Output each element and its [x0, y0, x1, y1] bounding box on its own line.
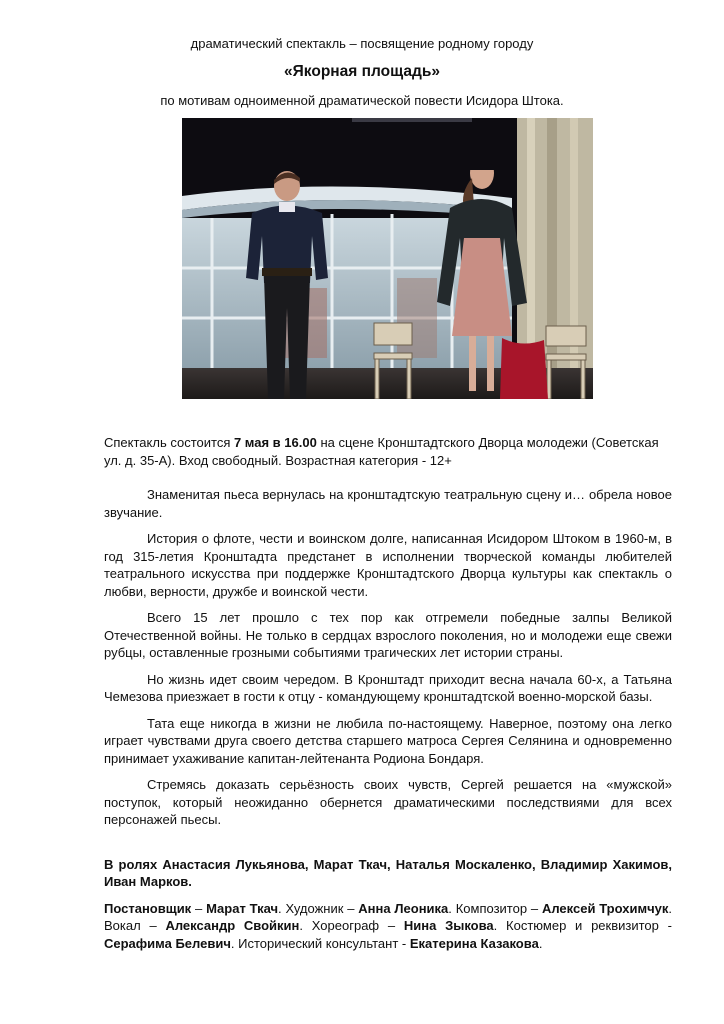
credit-director-label: Постановщик [104, 900, 192, 916]
credit-consult-label: Исторический консультант [238, 935, 399, 951]
announcement-paragraph [104, 434, 672, 469]
credit-vocal-name: Александр Свойкин [165, 918, 300, 933]
paragraph-2: История о флоте, чести и воинском долге, написанная Исидором Штоком в 1960-м, в год 315-летия Кронштадта предстанет в исполнении творческой команды любителей театрального искусства при поддержке Кронштадтского Дворца культуры как спектакль о любви, верности, дружбе и воинской чести. [104, 531, 672, 599]
paragraph-3: Всего 15 лет прошло с тех пор как отгремели победные залпы Великой Отечественной войны. Не только в сердцах взрослого поколения, но и молодежи еще свежи рубцы, оставленные грозными событиями трагических лет истории страны. [104, 610, 672, 660]
credit-artist-label: Художник [285, 900, 344, 916]
credit-composer-name: Алексей Трохимчук [541, 900, 669, 916]
article-body [104, 434, 672, 961]
paragraph-1: Знаменитая пьеса вернулась на кронштадтскую театральную сцену и… обрела новое звучание. [104, 487, 672, 520]
announcement-date: 7 мая в 16.00 [233, 435, 317, 450]
credit-costume-name: Серафима Белевич [104, 935, 231, 951]
credit-director-name: Марат Ткач [206, 900, 279, 916]
credits-paragraph: Постановщик – Марат Ткач. Художник – Анна Леоника. Композитор – Алексей Трохимчук. Вокал – Александр Свойкин. Хореограф – Нина Зыкова. Костюмер и реквизитор - Серафима Белевич. Исторический консультант - Екатерина Казакова. [104, 900, 672, 951]
paragraph-5: Тата еще никогда в жизни не любила по-настоящему. Наверное, поэтому она легко играет чувствами друга своего детства старшего матроса Сергея Селянина и одновременно принимает ухаживание капитан-лейтенанта Родиона Бондаря. [104, 715, 672, 766]
paragraph-4: Но жизнь идет своим чередом. В Кронштадт приходит весна начала 60-х, а Татьяна Чемезова приезжает в гости к отцу - командующему кронштадтской военно-морской базы. [104, 671, 672, 704]
announcement-pre: Спектакль состоится [104, 435, 234, 450]
theatre-stage-photo [182, 118, 593, 399]
credit-vocal-label: Вокал [104, 918, 141, 933]
kicker-line: драматический спектакль – посвящение родному городу [190, 36, 534, 51]
cast-list: В ролях Анастасия Лукьянова, Марат Ткач, Наталья Москаленко, Владимир Хакимов, Иван Марков. [104, 856, 672, 889]
credit-choreo-name: Нина Зыкова [403, 918, 494, 933]
credit-artist-name: Анна Леоника [358, 900, 449, 916]
paragraph-6: Стремясь доказать серьёзность своих чувств, Сергей решается на «мужской» поступок, который неожиданно обернется драматическими последствиями для всех персонажей пьесы. [104, 777, 672, 827]
announcement-post: на сцене Кронштадтского Дворца молодежи (Советская ул. д. 35-А). Вход свободный. Возрастная категория - 12+ [104, 435, 659, 468]
page-title: «Якорная площадь» [284, 63, 440, 80]
page-subtitle: по мотивам одноименной драматической повести Исидора Штока. [160, 93, 564, 108]
credit-consult-name: Екатерина Казакова [409, 935, 539, 951]
credit-choreo-label: Хореограф [311, 918, 380, 933]
credit-composer-label: Композитор [455, 900, 528, 916]
credit-costume-label: Костюмер и реквизитор [506, 918, 659, 933]
stage-scene-illustration [182, 118, 593, 399]
